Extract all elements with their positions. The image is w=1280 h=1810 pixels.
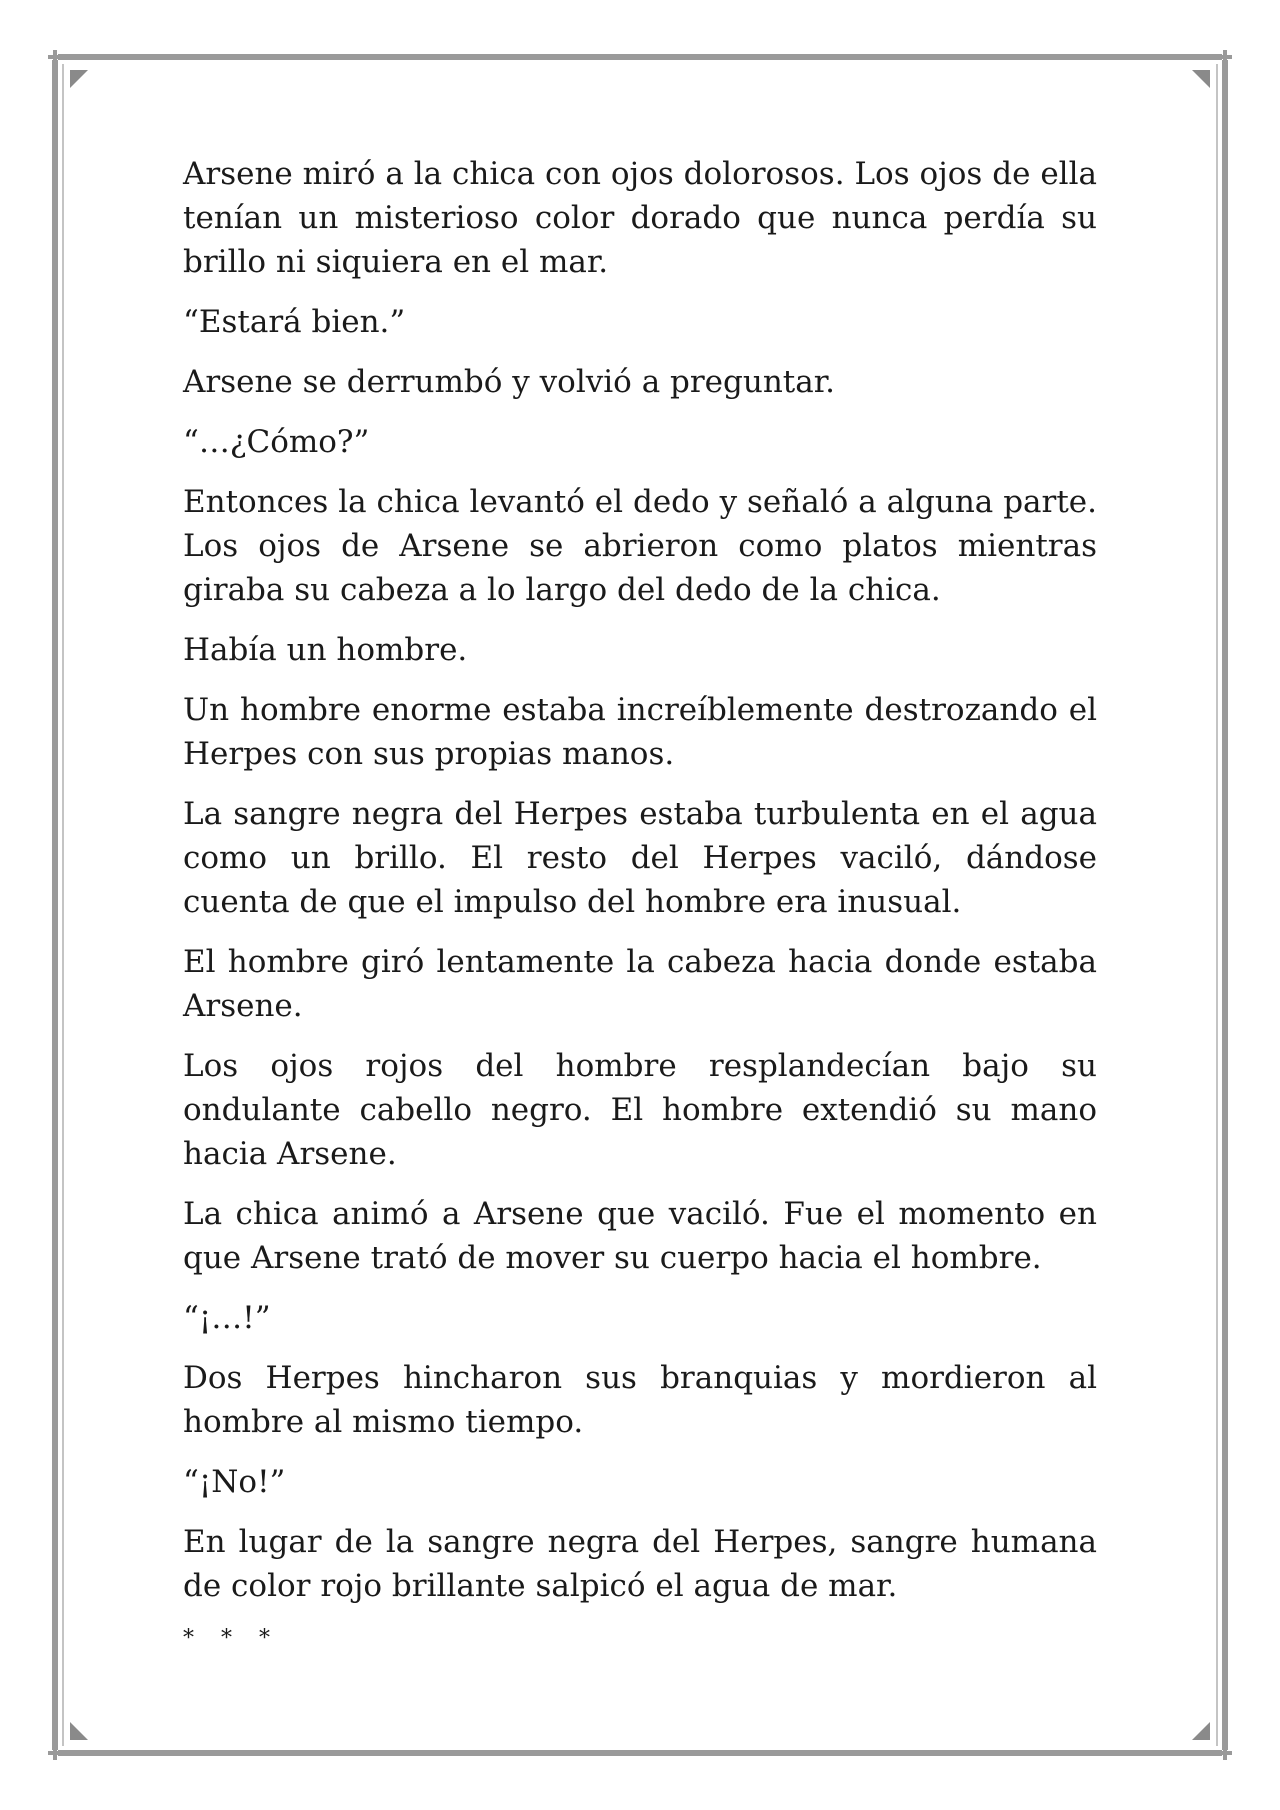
paragraph: “Estará bien.” [183,304,406,340]
paragraph: Entonces la chica levantó el dedo y señaló a alguna parte. Los ojos de Arsene se abrieron como platos mientras giraba su cabeza a lo largo del dedo de la chica. [183,484,1097,608]
corner-triangle-bottom-left-icon [70,1722,88,1740]
paragraph: La chica animó a Arsene que vaciló. Fue el momento en que Arsene trató de mover su cuerpo hacia el hombre. [183,1196,1097,1276]
corner-knot-bottom-right-icon [1218,1746,1232,1760]
frame-right-border [1222,60,1228,1750]
frame-bottom-border [58,1750,1222,1756]
scene-separator: * * * [183,1626,280,1651]
paragraph: La sangre negra del Herpes estaba turbulenta en el agua como un brillo. El resto del Herpes vaciló, dándose cuenta de que el impulso del hombre era inusual. [183,796,1097,920]
frame-top-border [58,54,1222,60]
corner-triangle-bottom-right-icon [1192,1722,1210,1740]
paragraph: Había un hombre. [183,632,468,668]
corner-knot-top-right-icon [1218,50,1232,64]
page-body-text [183,152,1097,1670]
paragraph: En lugar de la sangre negra del Herpes, sangre humana de color rojo brillante salpicó el agua de mar. [183,1524,1097,1604]
frame-inner-left-line [62,64,64,1746]
corner-knot-top-left-icon [48,50,62,64]
paragraph: Los ojos rojos del hombre resplandecían bajo su ondulante cabello negro. El hombre extendió su mano hacia Arsene. [183,1048,1097,1172]
frame-inner-right-line [1216,64,1218,1746]
paragraph: “¡No!” [183,1464,286,1500]
corner-triangle-top-left-icon [70,70,88,88]
frame-left-border [52,60,58,1750]
corner-triangle-top-right-icon [1192,70,1210,88]
paragraph: “…¿Cómo?” [183,424,370,460]
paragraph: Arsene miró a la chica con ojos dolorosos. Los ojos de ella tenían un misterioso color dorado que nunca perdía su brillo ni siquiera en el mar. [183,156,1097,280]
paragraph: Un hombre enorme estaba increíblemente destrozando el Herpes con sus propias manos. [183,692,1097,772]
paragraph: El hombre giró lentamente la cabeza hacia donde estaba Arsene. [183,944,1097,1024]
paragraph: Dos Herpes hincharon sus branquias y mordieron al hombre al mismo tiempo. [183,1360,1097,1440]
paragraph: “¡…!” [183,1300,271,1336]
corner-knot-bottom-left-icon [48,1746,62,1760]
paragraph: Arsene se derrumbó y volvió a preguntar. [183,364,836,400]
